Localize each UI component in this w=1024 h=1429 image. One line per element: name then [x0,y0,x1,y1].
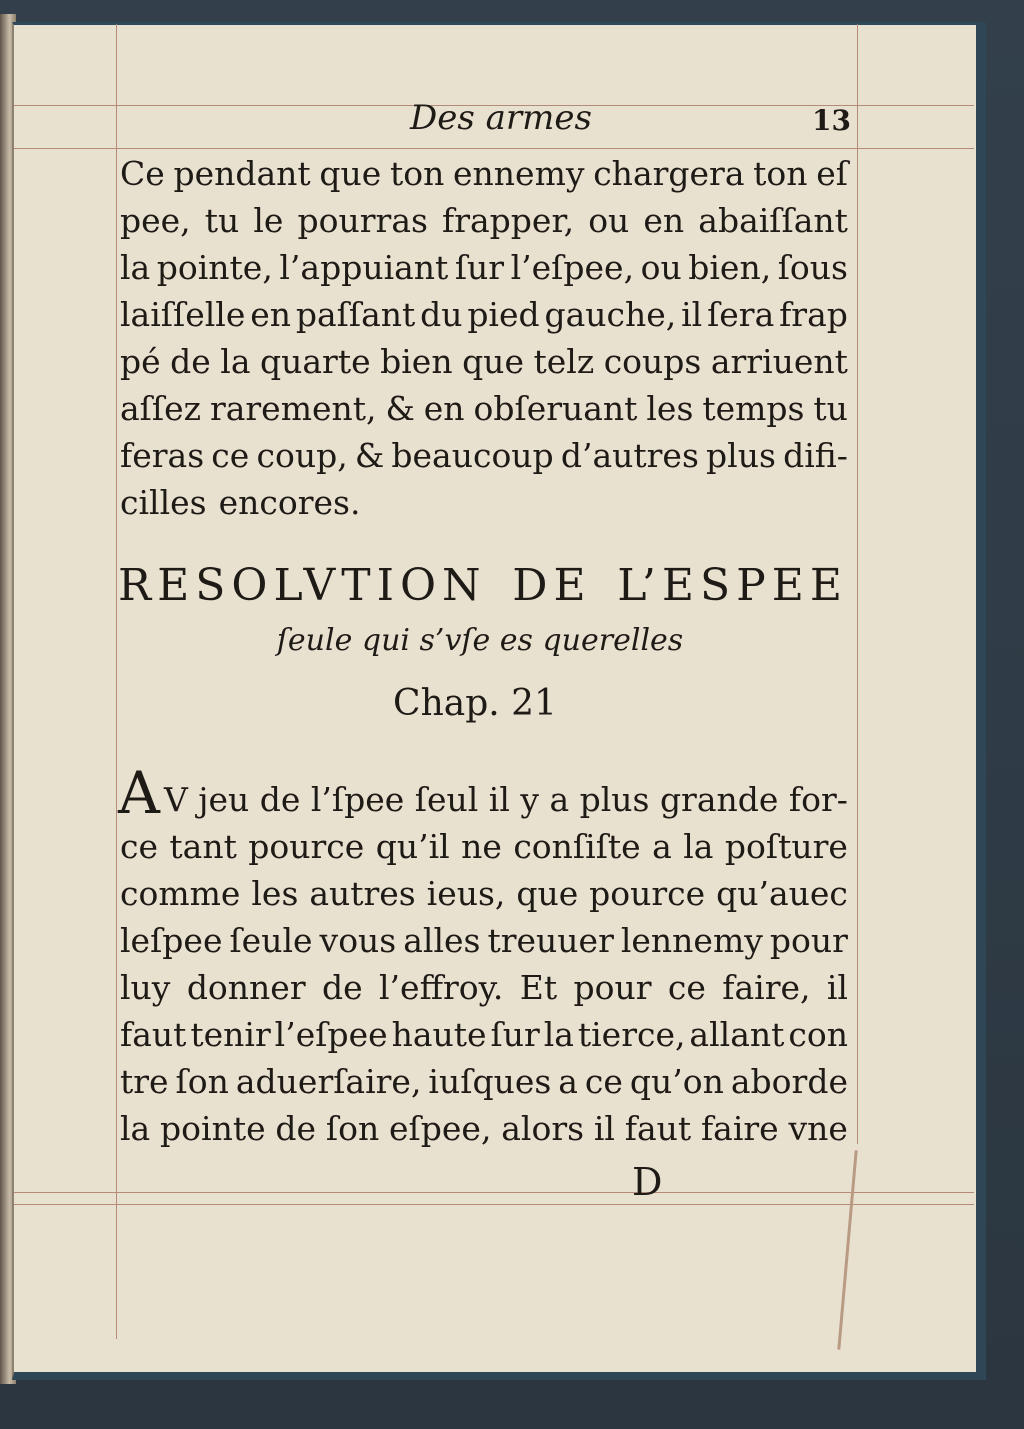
word: comme [120,874,241,913]
word: l’ſpee [310,780,405,819]
text-line [120,1105,848,1152]
word: la [120,248,151,287]
word: aborde [730,1062,848,1101]
word: alles [403,921,481,960]
word: Ce [120,154,165,193]
word: tenir [190,1015,271,1054]
word: il [488,780,510,819]
word: de [259,780,301,819]
word: jeu [198,780,250,819]
signature-mark: D [632,1160,663,1204]
word: ne [461,827,502,866]
text-line [120,1011,848,1058]
word: pour [769,921,848,960]
word: plus [579,780,650,819]
text-line [120,432,848,479]
word: tierce, [577,1015,686,1054]
word: ce [667,968,706,1007]
word: pee, [120,201,191,240]
word: ſeul [414,780,479,819]
word: la [543,1015,574,1054]
word: le [253,201,284,240]
word: temps [702,389,805,428]
word: pource [248,827,365,866]
chapter-number: Chap. 21 [393,683,557,724]
word: y [520,780,540,819]
word: & [385,389,415,428]
word: que [319,154,382,193]
rule-left [116,24,117,1339]
word: qu’il [375,827,450,866]
word: ce [120,827,159,866]
text-line [120,1058,848,1105]
word: la [220,342,251,381]
word: beaucoup [391,436,554,475]
word: il [826,968,848,1007]
text-line [120,244,848,291]
word: encores. [218,483,361,522]
word: tre [120,1062,169,1101]
text-line [120,197,848,244]
text-line [120,776,848,823]
word: ton [753,154,808,193]
chapter-heading-word: L’ESPEE [617,560,848,611]
word: treuuer [487,921,614,960]
word: obſeruant [473,389,638,428]
rule-top-2 [14,148,974,149]
word: pendant [173,154,311,193]
word: ce [211,436,250,475]
word: il [593,1109,615,1148]
word: grande [659,780,779,819]
word: pé [120,342,161,381]
word: ieus, [426,874,506,913]
word: gauche, [544,295,677,334]
word: ſon [175,1062,229,1101]
word: que [462,342,524,381]
word: pointe, [156,248,273,287]
text-line [120,150,848,197]
word: vous [319,921,397,960]
page-number: 13 [812,104,851,137]
word: les [251,874,299,913]
text-line [120,870,848,917]
word: coups [603,342,702,381]
word: poſture [724,827,848,866]
word: coup, [256,436,348,475]
word: ennemy [453,154,585,193]
word: for- [788,780,848,819]
text-line [120,291,848,338]
word: les [646,389,694,428]
word: la [683,827,714,866]
word: en [250,295,292,334]
word: con [788,1015,848,1054]
word: lennemy [620,921,763,960]
text-line [120,338,848,385]
paragraph-2 [120,776,848,1152]
word: tu [813,389,848,428]
word: frap [779,295,848,334]
word: que [516,874,579,913]
word: l’eſpee [274,1015,388,1054]
word: aſſez [120,389,202,428]
word: Et [519,968,558,1007]
rule-bottom-1 [14,1192,974,1193]
word: ou [588,201,630,240]
drop-cap: A [118,759,160,827]
word: ſon [325,1109,380,1148]
word: a [652,827,672,866]
word: pour [573,968,652,1007]
word: paſſant [295,295,416,334]
word: eſpee, [389,1109,492,1148]
word: faut [120,1015,187,1054]
word: la [120,1109,151,1148]
word: ſeule [229,921,313,960]
word: du [420,295,463,334]
word: difi- [783,436,848,475]
word: luy [120,968,171,1007]
word: d’autres [560,436,699,475]
word: laiſſelle [120,295,246,334]
word: ou [640,248,682,287]
word: ſur [454,248,505,287]
word: de [275,1109,317,1148]
word: ſera [707,295,775,334]
word: pource [589,874,706,913]
word: iuſques [428,1062,552,1101]
word: il [681,295,703,334]
word: V [164,780,188,819]
word: plus [706,436,776,475]
text-line [120,385,848,432]
word: de [321,968,363,1007]
word: donner [186,968,306,1007]
chapter-heading-word: DE [512,560,592,611]
word: conſiſte [513,827,641,866]
word: pourras [297,201,428,240]
word: arriuent [710,342,848,381]
word: tant [169,827,237,866]
word: tu [204,201,240,240]
word: aduerſaire, [235,1062,422,1101]
word: a [558,1062,578,1101]
word: ce [584,1062,623,1101]
word: faire, [722,968,811,1007]
word: faire [700,1109,779,1148]
word: alors [501,1109,585,1148]
word: abaiſſant [698,201,848,240]
word: pointe [160,1109,266,1148]
chapter-heading [118,560,848,611]
running-title: Des armes [410,98,592,138]
rule-right [857,24,858,1144]
chapter-subtitle: ſeule qui s’vſe es querelles [276,623,684,658]
word: rarement, [209,389,377,428]
word: telz [533,342,595,381]
word: ſur [490,1015,540,1054]
word: l’appuiant [279,248,449,287]
text-line [120,823,848,870]
text-line [120,479,848,526]
word: haute [391,1015,487,1054]
word: frapper, [442,201,575,240]
word: feras [120,436,205,475]
word: faut [624,1109,692,1148]
text-line [120,917,848,964]
word: l’eſpee, [510,248,635,287]
word: chargera [593,154,745,193]
word: & [354,436,385,475]
word: bien, [688,248,772,287]
word: en [643,201,685,240]
word: a [549,780,570,819]
word: bien [380,342,453,381]
word: allant [689,1015,785,1054]
word: pied [467,295,540,334]
word: vne [788,1109,848,1148]
paragraph-1 [120,150,848,526]
chapter-heading-word: RESOLVTION [118,560,487,611]
word: qu’on [629,1062,724,1101]
word: l’effroy. [379,968,504,1007]
word: autres [309,874,416,913]
word: leſpee [120,921,223,960]
word: qu’auec [716,874,848,913]
text-line [120,964,848,1011]
word: en [423,389,465,428]
word: eſ [816,154,848,193]
word: de [170,342,211,381]
word: quarte [260,342,371,381]
word: ſous [777,248,848,287]
rule-bottom-2 [14,1204,974,1205]
word: cilles [120,483,207,522]
word: ton [389,154,445,193]
